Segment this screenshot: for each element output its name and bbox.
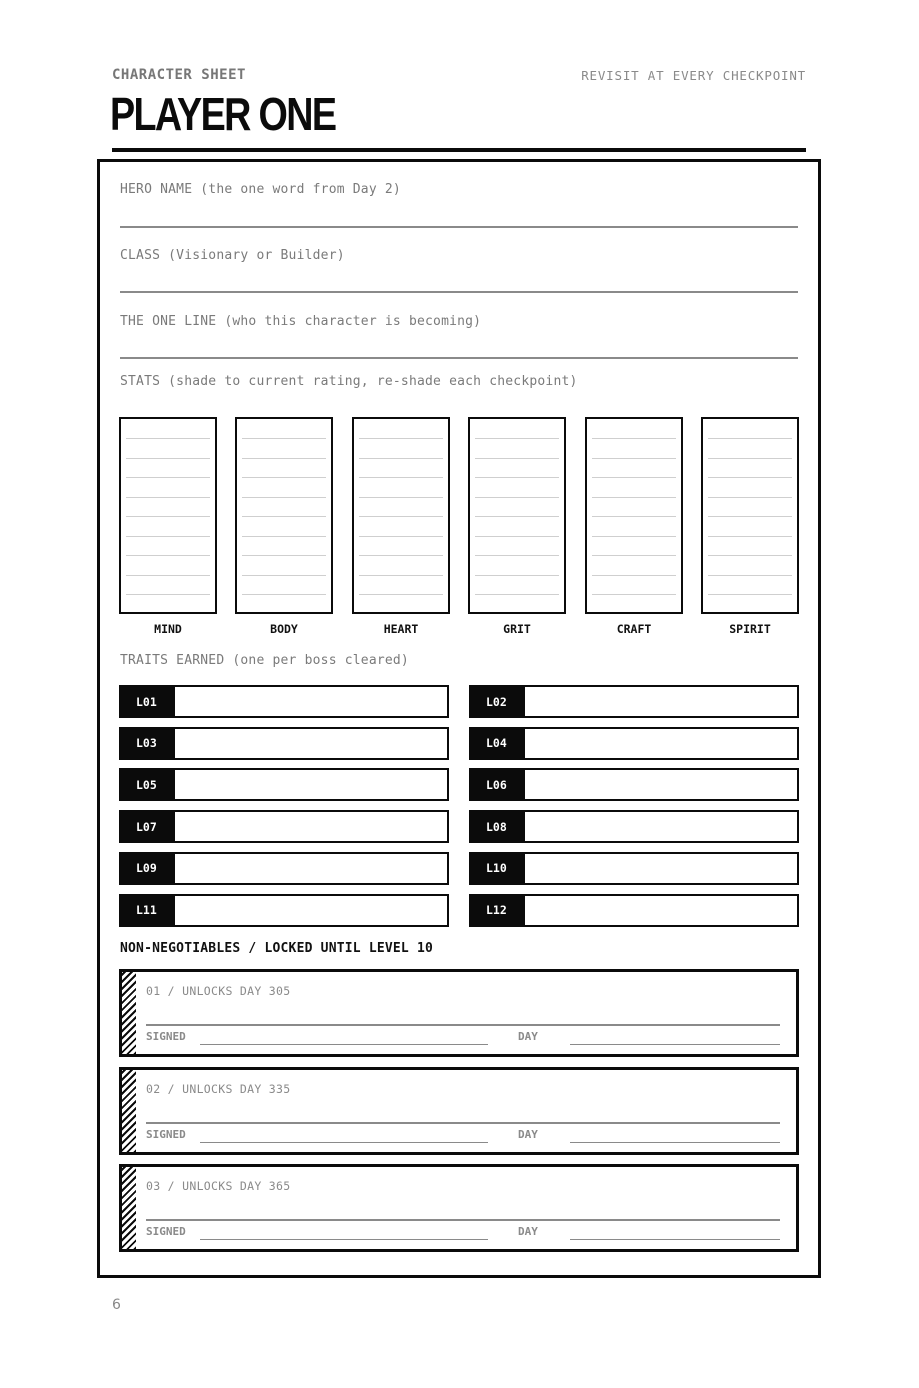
signature-field[interactable] — [200, 1239, 488, 1240]
page-title: PLAYER ONE — [110, 88, 336, 140]
stat-tick — [359, 438, 443, 439]
commitment-field[interactable] — [146, 1219, 780, 1221]
non-negotiables-title: NON-NEGOTIABLES / LOCKED UNTIL LEVEL 10 — [120, 941, 434, 956]
trait-slot-l02[interactable] — [469, 685, 799, 718]
stat-tick — [359, 516, 443, 517]
stat-tick — [242, 536, 326, 537]
trait-slot-l12[interactable] — [469, 894, 799, 927]
stat-meter-body[interactable] — [235, 417, 333, 614]
header-divider — [112, 148, 806, 152]
stat-tick — [475, 575, 559, 576]
stat-tick — [126, 555, 210, 556]
non-negotiable-card — [119, 1067, 799, 1155]
stat-tick — [708, 438, 792, 439]
stat-tick — [242, 497, 326, 498]
level-tag: L09 — [119, 852, 175, 885]
stat-meter-craft[interactable] — [585, 417, 683, 614]
stat-tick — [242, 555, 326, 556]
trait-slot-l08[interactable] — [469, 810, 799, 843]
stat-tick — [592, 458, 676, 459]
stat-tick — [126, 438, 210, 439]
stat-tick — [475, 594, 559, 595]
hero-name-label: HERO NAME (the one word from Day 2) — [120, 182, 401, 197]
day-field[interactable] — [570, 1142, 780, 1143]
commitment-field[interactable] — [146, 1024, 780, 1026]
stat-tick — [359, 477, 443, 478]
stat-tick — [242, 458, 326, 459]
sheet-eyebrow: CHARACTER SHEET — [112, 67, 246, 83]
stat-tick — [359, 594, 443, 595]
lock-hatch — [122, 1070, 136, 1152]
level-tag: L10 — [469, 852, 525, 885]
signature-field[interactable] — [200, 1142, 488, 1143]
stat-tick — [242, 516, 326, 517]
level-tag: L06 — [469, 768, 525, 801]
stat-tick — [592, 536, 676, 537]
traits-label: TRAITS EARNED (one per boss cleared) — [120, 653, 409, 668]
stat-tick — [592, 594, 676, 595]
stat-tick — [708, 536, 792, 537]
stat-tick — [708, 575, 792, 576]
stat-tick — [592, 497, 676, 498]
level-tag: L07 — [119, 810, 175, 843]
trait-slot-l11[interactable] — [119, 894, 449, 927]
unlock-label: 02 / UNLOCKS DAY 335 — [146, 1081, 291, 1096]
stat-tick — [359, 555, 443, 556]
stat-tick — [359, 536, 443, 537]
stat-tick — [592, 438, 676, 439]
one-line-field[interactable] — [120, 357, 798, 359]
non-negotiable-card — [119, 1164, 799, 1252]
trait-slot-l05[interactable] — [119, 768, 449, 801]
stat-label-heart: HEART — [383, 622, 419, 636]
level-tag: L05 — [119, 768, 175, 801]
stat-tick — [126, 536, 210, 537]
one-line-label: THE ONE LINE (who this character is becoming) — [120, 314, 482, 329]
level-tag: L12 — [469, 894, 525, 927]
stat-tick — [475, 555, 559, 556]
level-tag: L01 — [119, 685, 175, 718]
stat-tick — [475, 516, 559, 517]
signed-label: SIGNED — [146, 1225, 186, 1238]
trait-slot-l10[interactable] — [469, 852, 799, 885]
stat-tick — [242, 594, 326, 595]
stat-tick — [475, 536, 559, 537]
class-field[interactable] — [120, 291, 798, 293]
stat-meter-mind[interactable] — [119, 417, 217, 614]
stat-tick — [475, 438, 559, 439]
trait-slot-l06[interactable] — [469, 768, 799, 801]
stat-tick — [126, 477, 210, 478]
stat-tick — [475, 497, 559, 498]
stat-tick — [126, 497, 210, 498]
stat-tick — [359, 497, 443, 498]
stat-tick — [242, 477, 326, 478]
level-tag: L11 — [119, 894, 175, 927]
trait-slot-l03[interactable] — [119, 727, 449, 760]
commitment-field[interactable] — [146, 1122, 780, 1124]
stat-tick — [708, 516, 792, 517]
level-tag: L04 — [469, 727, 525, 760]
class-label: CLASS (Visionary or Builder) — [120, 248, 345, 263]
stat-tick — [708, 497, 792, 498]
stat-tick — [708, 594, 792, 595]
stat-meter-spirit[interactable] — [701, 417, 799, 614]
stat-meter-heart[interactable] — [352, 417, 450, 614]
stat-meter-grit[interactable] — [468, 417, 566, 614]
lock-hatch — [122, 1167, 136, 1249]
stat-label-spirit: SPIRIT — [729, 622, 771, 636]
level-tag: L02 — [469, 685, 525, 718]
signed-label: SIGNED — [146, 1030, 186, 1043]
day-field[interactable] — [570, 1044, 780, 1045]
stats-label: STATS (shade to current rating, re-shade each checkpoint) — [120, 374, 578, 389]
stat-tick — [126, 516, 210, 517]
stat-tick — [242, 438, 326, 439]
day-label: DAY — [518, 1127, 538, 1141]
stat-label-grit: GRIT — [503, 622, 531, 636]
non-negotiable-card — [119, 969, 799, 1057]
trait-slot-l04[interactable] — [469, 727, 799, 760]
day-label: DAY — [518, 1030, 538, 1043]
trait-slot-l09[interactable] — [119, 852, 449, 885]
day-field[interactable] — [570, 1239, 780, 1240]
trait-slot-l07[interactable] — [119, 810, 449, 843]
stat-tick — [242, 575, 326, 576]
hero-name-field[interactable] — [120, 226, 798, 228]
unlock-label: 03 / UNLOCKS DAY 365 — [146, 1179, 291, 1193]
stat-label-mind: MIND — [154, 622, 182, 636]
unlock-label: 01 / UNLOCKS DAY 305 — [146, 984, 291, 998]
stat-tick — [708, 477, 792, 478]
stat-tick — [592, 555, 676, 556]
stat-tick — [592, 516, 676, 517]
level-tag: L08 — [469, 810, 525, 843]
trait-slot-l01[interactable] — [119, 685, 449, 718]
stat-label-body: BODY — [270, 622, 298, 636]
stat-tick — [126, 575, 210, 576]
stat-tick — [359, 458, 443, 459]
lock-hatch — [122, 972, 136, 1054]
stat-tick — [708, 555, 792, 556]
revisit-note: REVISIT AT EVERY CHECKPOINT — [581, 68, 806, 83]
stat-tick — [592, 575, 676, 576]
stat-tick — [359, 575, 443, 576]
day-label: DAY — [518, 1225, 538, 1238]
signature-field[interactable] — [200, 1044, 488, 1045]
stat-tick — [592, 477, 676, 478]
stat-tick — [126, 458, 210, 459]
stat-tick — [475, 458, 559, 459]
stat-tick — [126, 594, 210, 595]
page-number: 6 — [112, 1297, 121, 1313]
stat-tick — [708, 458, 792, 459]
stat-label-craft: CRAFT — [616, 622, 652, 636]
stat-tick — [475, 477, 559, 478]
signed-label: SIGNED — [146, 1127, 186, 1141]
level-tag: L03 — [119, 727, 175, 760]
